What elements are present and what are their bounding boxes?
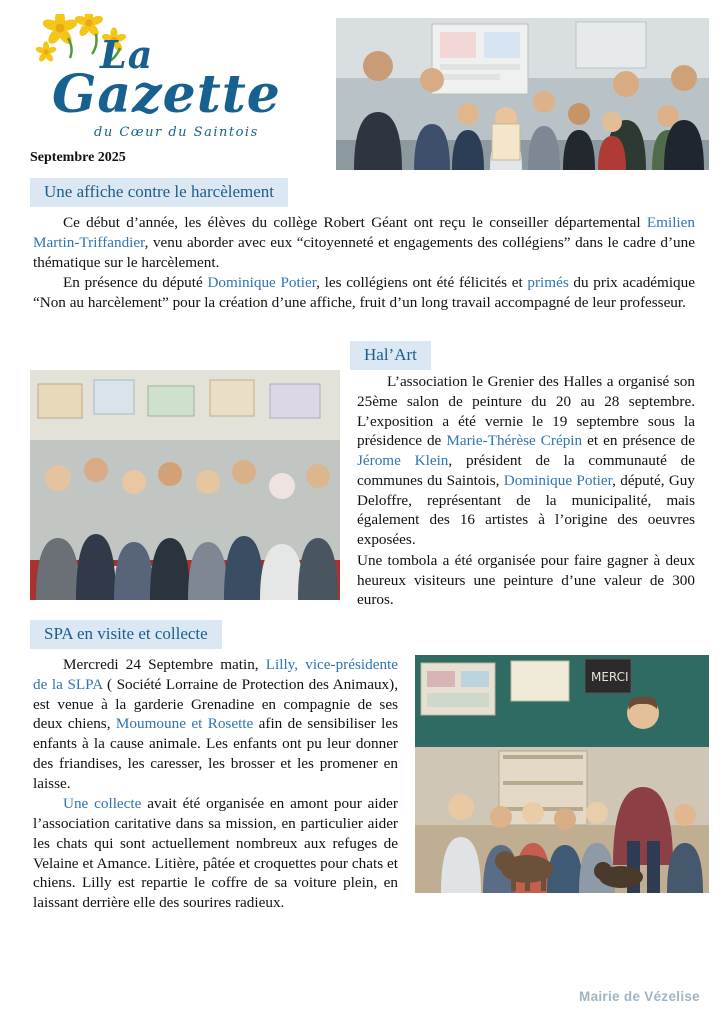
article-halart xyxy=(357,372,695,610)
logo-word-la: La xyxy=(100,32,154,77)
section-heading-halart: Hal’Art xyxy=(350,341,431,370)
highlight-phrase: Une collecte xyxy=(63,795,142,813)
text-run: et en présence de xyxy=(582,432,696,450)
footer-publisher: Mairie de Vézelise xyxy=(579,989,700,1004)
text-run: , les collégiens ont été félicités et xyxy=(316,274,528,292)
text-run: L’association le Grenier des Halles a organisé son 25ème salon de peinture du 20 au 28 septembre. L’exposition a été vernie le 19 septembre sous la présidence de xyxy=(357,373,695,450)
article-spa-paragraph-1 xyxy=(33,655,398,793)
text-run: ( Société Lorraine de Protection des Animaux), est venue à la garderie Grenadine en compagnie de ses deux chiens, xyxy=(33,675,398,733)
article-affiche xyxy=(33,213,695,313)
article-affiche-paragraph-1 xyxy=(33,213,695,272)
text-run: , venu aborder avec eux “citoyenneté et engagements des collégiens” dans le cadre d’une thématique sur le harcèlement. xyxy=(33,233,695,271)
logo-word-gazette: Gazette xyxy=(52,64,281,125)
text-run: , président de la communauté de communes du Saintois, xyxy=(357,452,695,489)
text-run: En présence du député xyxy=(63,274,208,292)
text-run: du prix académique “Non au harcèlement” pour la création d’une affiche, fruit d’un long travail accompagné de leur professeur. xyxy=(33,274,695,311)
svg-text:MERCI: MERCI xyxy=(591,670,629,684)
highlight-word: primés xyxy=(527,274,569,292)
photo-exhibition-crowd xyxy=(30,370,340,600)
text-run: , député, Guy Deloffre, représentant de la municipalité, mais également des 16 artistes à l’origine des oeuvres exposées. xyxy=(357,471,695,548)
text-run: avait été organisée en amont pour aider l’association caritative dans sa mission, en particulier aider les chats qui sont actuellement nombreux aux refuges de Velaine et Amance. Litière, pâtée et croquettes pour chats et chiens. Lilly est repartie le coffre de sa voiture plein, en laissant derrière elle des sourires radieux. xyxy=(33,795,398,911)
highlight-name: Marie-Thérèse Crépin xyxy=(446,432,583,450)
text-run: Ce début d’année, les élèves du collège Robert Géant ont reçu le conseiller départemental xyxy=(63,214,647,231)
text-run: afin de sensibiliser les enfants à la cause animale. Les enfants ont pu leur donner des friandises, les caresser, les brosser et les promener en laisse. xyxy=(33,715,399,792)
issue-date: Septembre 2025 xyxy=(30,150,126,165)
highlight-name: Dominique Potier xyxy=(207,274,317,292)
highlight-name: Jérome Klein xyxy=(357,452,449,469)
photo-spa-visit xyxy=(415,655,709,893)
highlight-name: Moumoune et Rosette xyxy=(115,715,254,733)
highlight-name: Emilien Martin-Triffandier xyxy=(33,214,695,251)
publication-logo xyxy=(22,10,322,140)
article-spa-paragraph-2 xyxy=(33,794,398,913)
text-run: Mercredi 24 Septembre matin, xyxy=(63,656,266,673)
photo-college-award xyxy=(336,18,709,170)
highlight-name: Dominique Potier xyxy=(503,471,613,489)
article-halart-paragraph-2: Une tombola a été organisée pour faire gagner à deux heureux visiteurs une peinture d’une valeur de 300 euros. xyxy=(357,551,695,609)
article-affiche-paragraph-2 xyxy=(33,273,695,313)
section-heading-spa: SPA en visite et collecte xyxy=(30,620,222,649)
section-heading-affiche: Une affiche contre le harcèlement xyxy=(30,178,288,207)
logo-subtitle: du Cœur du Saintois xyxy=(94,125,259,140)
article-halart-paragraph-1 xyxy=(357,372,695,550)
masthead xyxy=(22,10,322,165)
highlight-name: Lilly, vice-présidente de la SLPA xyxy=(33,656,398,693)
article-spa xyxy=(33,655,398,913)
